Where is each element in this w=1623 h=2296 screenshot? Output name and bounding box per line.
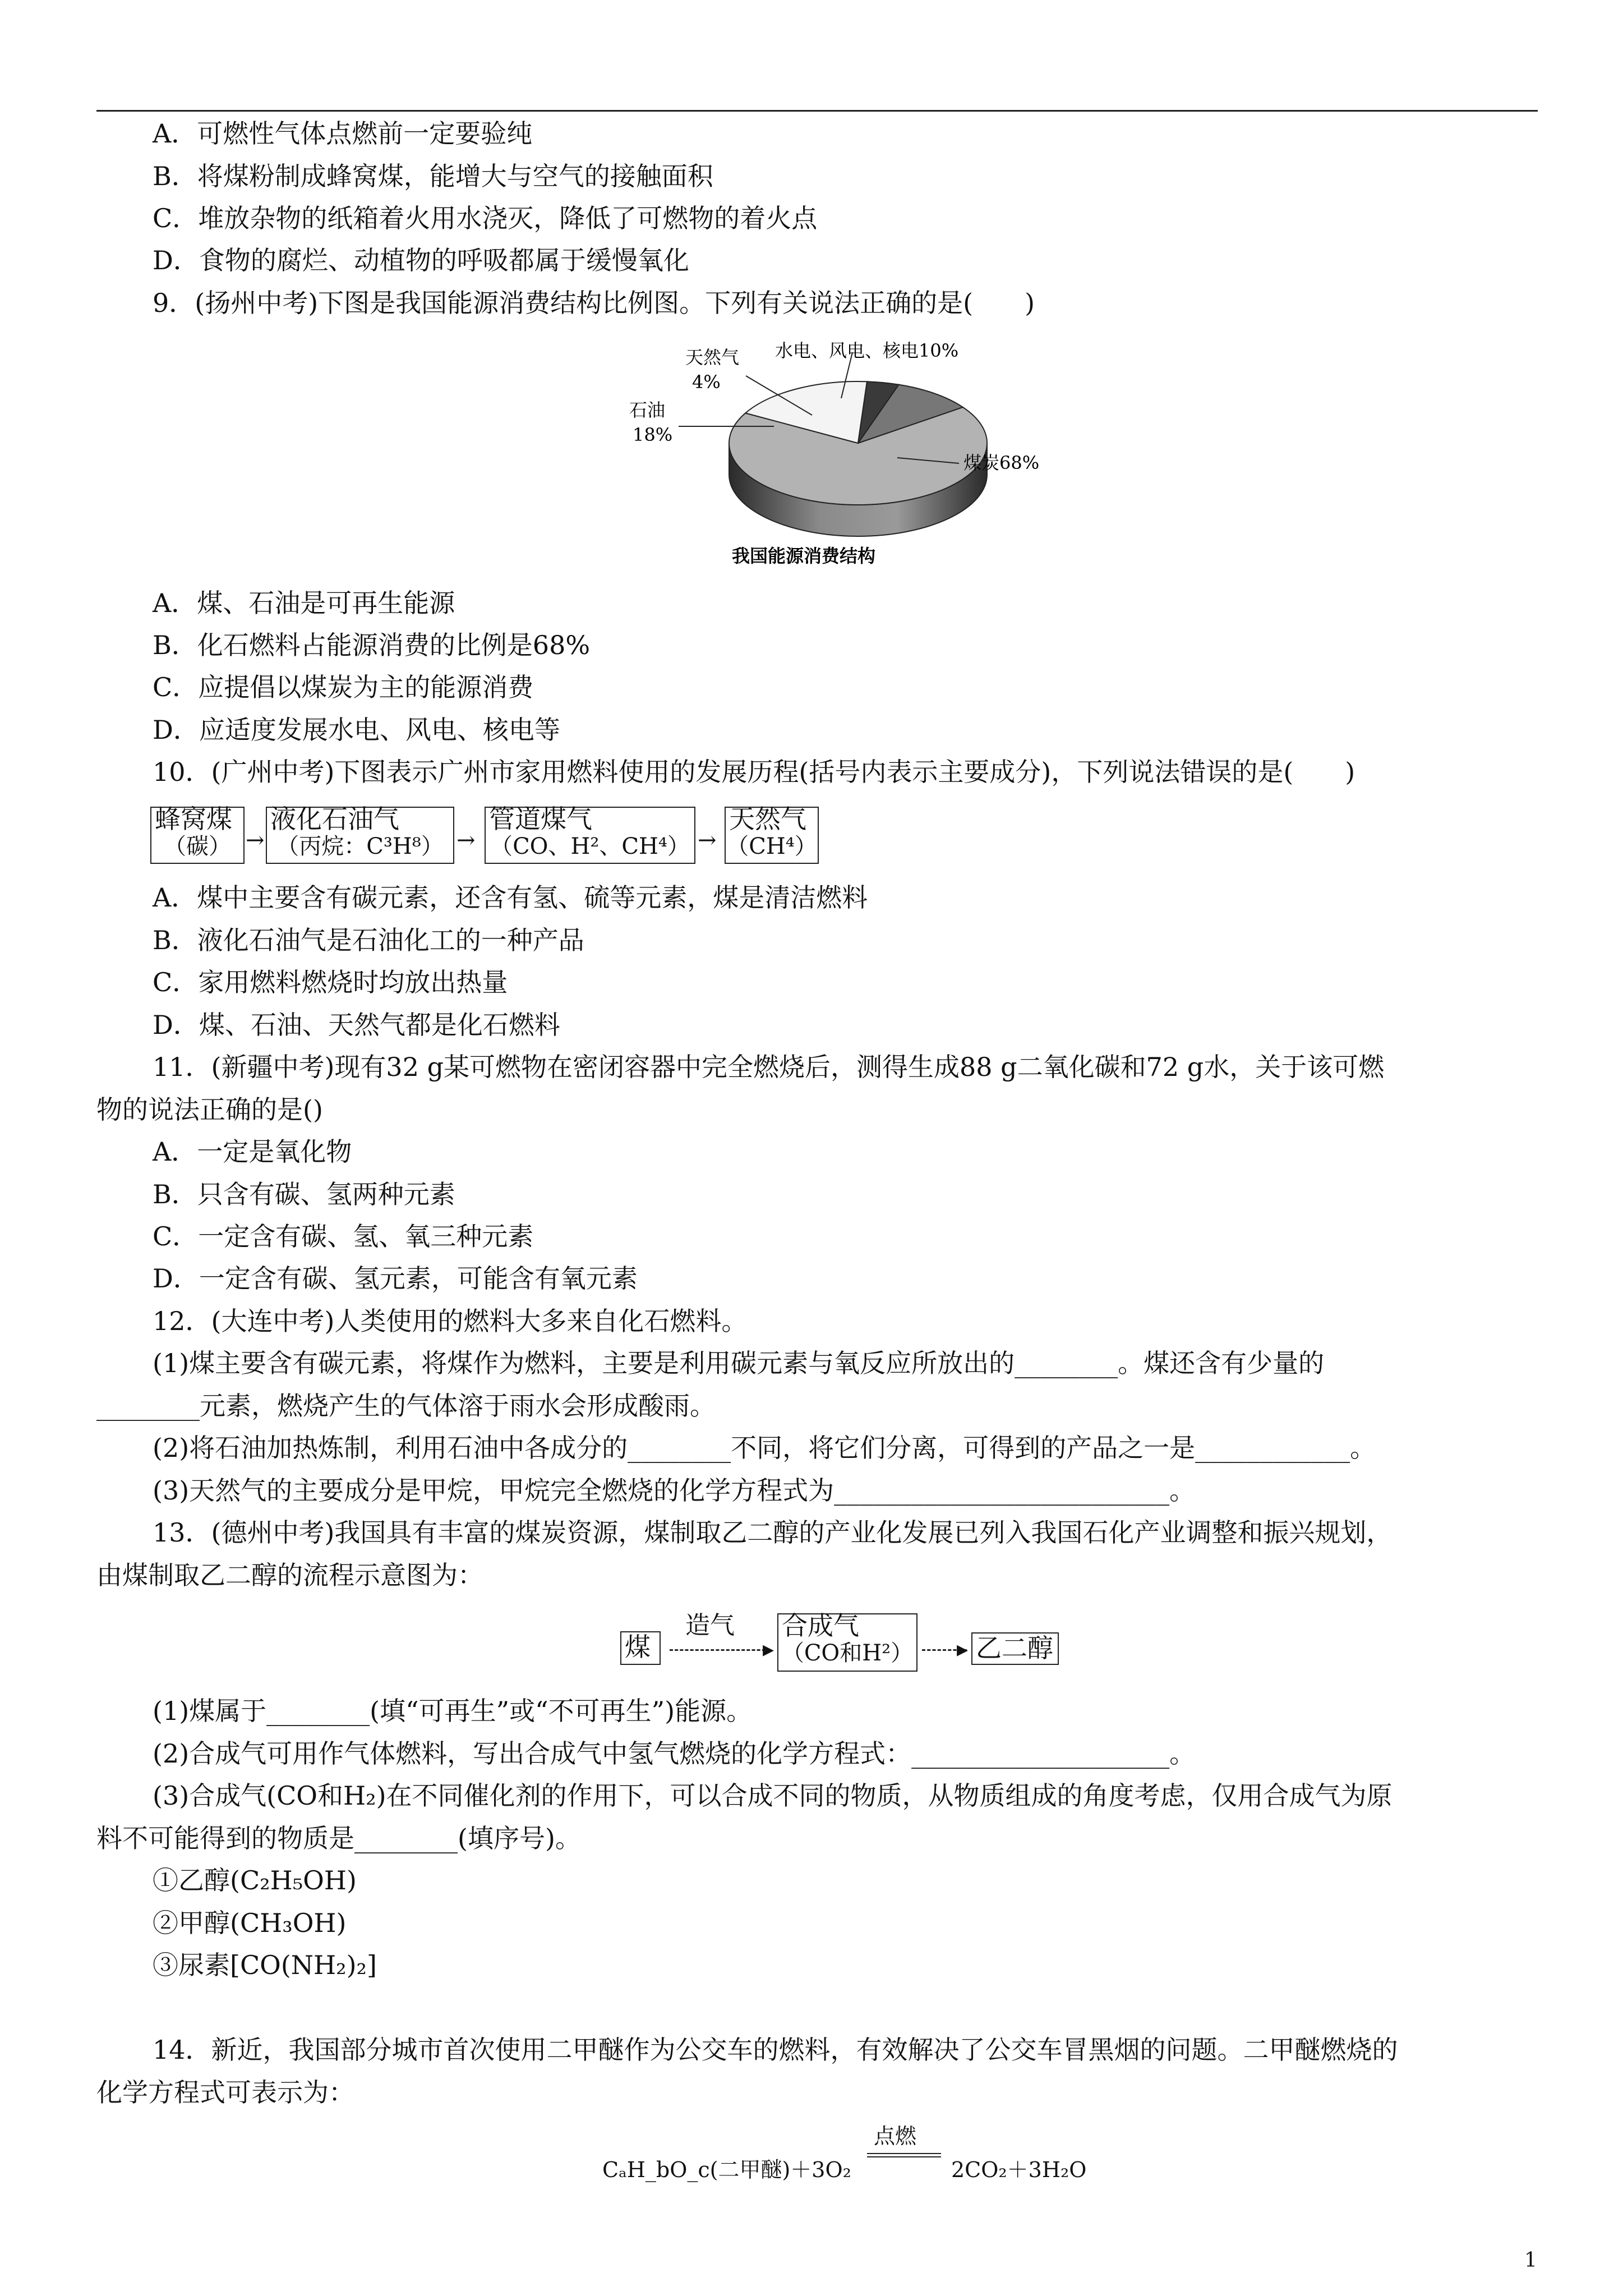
flow-name: 煤: [625, 1632, 651, 1662]
flow-arrow-icon: ▸: [763, 1636, 774, 1662]
page-number: 1: [1524, 2249, 1537, 2272]
q11-option-a: A．一定是氧化物: [153, 1137, 352, 1167]
label-coal: 煤炭68%: [963, 452, 1040, 473]
q8-option-c: C．堆放杂物的纸箱着火用水浇灭，降低了可燃物的着火点: [153, 203, 818, 233]
flow-arrow-icon: →: [246, 827, 265, 853]
q11-stem-line2: 物的说法正确的是(): [96, 1094, 323, 1125]
q8-option-d: D．食物的腐烂、动植物的呼吸都属于缓慢氧化: [153, 245, 689, 275]
q10-option-a: A．煤中主要含有碳元素，还含有氢、硫等元素，煤是清洁燃料: [153, 882, 868, 913]
flow-composition: （CH⁴）: [726, 834, 817, 859]
flow-name: 液化石油气: [270, 804, 399, 834]
q11-stem-line1: 11．(新疆中考)现有32 g某可燃物在密闭容器中完全燃烧后，测得生成88 g二氧化碳和72 g水，关于该可燃: [153, 1052, 1385, 1082]
q13-stem-line1: 13．(德州中考)我国具有丰富的煤炭资源，煤制取乙二醇的产业化发展已列入我国石化产业调整和振兴规划，: [153, 1517, 1393, 1548]
header-rule: [96, 110, 1538, 112]
equation-left: CₐH_bO_c(二甲醚)＋3O₂: [602, 2157, 851, 2182]
q9-option-a: A．煤、石油是可再生能源: [153, 588, 455, 618]
q9-option-c: C．应提倡以煤炭为主的能源消费: [153, 672, 534, 702]
flow-arrow-icon: →: [698, 827, 717, 853]
label-gas-value: 4%: [692, 371, 721, 393]
q13-option-2: ②甲醇(CH₃OH): [153, 1908, 347, 1938]
q8-option-b: B．将煤粉制成蜂窝煤，能增大与空气的接触面积: [153, 161, 713, 191]
label-gas-name: 天然气: [685, 347, 740, 368]
label-hydro: 水电、风电、核电10%: [775, 340, 959, 361]
label-oil-value: 18%: [633, 424, 673, 445]
flow-name: 天然气: [729, 804, 806, 834]
flow-name: 蜂窝煤: [155, 804, 232, 834]
flow-box-lpg: [266, 804, 454, 864]
q13-part2: (2)合成气可用作气体燃料，写出合成气中氢气燃烧的化学方程式：____________________。: [153, 1738, 1196, 1769]
q14-stem-line1: 14．新近，我国部分城市首次使用二甲醚作为公交车的燃料，有效解决了公交车冒黑烟的问题。二甲醚燃烧的: [153, 2035, 1398, 2065]
q13-part1: (1)煤属于________(填“可再生”或“不可再生”)能源。: [153, 1696, 753, 1726]
q12-part1-line2: ________元素，燃烧产生的气体溶于雨水会形成酸雨。: [96, 1391, 716, 1421]
q10-option-d: D．煤、石油、天然气都是化石燃料: [153, 1010, 560, 1040]
q12-stem: 12．(大连中考)人类使用的燃料大多来自化石燃料。: [153, 1306, 748, 1336]
q9-option-d: D．应适度发展水电、风电、核电等: [153, 715, 560, 745]
flow-name: 乙二醇: [976, 1633, 1053, 1663]
flow-dashed-arrow: [670, 1649, 771, 1651]
chart-title: 我国能源消费结构: [732, 545, 876, 567]
q13-part3-line1: (3)合成气(CO和H₂)在不同催化剂的作用下，可以合成不同的物质，从物质组成的角度考虑，仅用合成气为原: [153, 1780, 1393, 1811]
q13-option-3: ③尿素[CO(NH₂)₂]: [153, 1950, 377, 1980]
q11-option-b: B．只含有碳、氢两种元素: [153, 1179, 455, 1209]
flow-step-label: 造气: [685, 1611, 735, 1640]
equation-equals-sign: [867, 2153, 941, 2157]
flow-box-honeycomb-coal: [150, 804, 245, 864]
flow-box-glycol: [971, 1632, 1059, 1665]
flow-arrow-icon: →: [457, 827, 476, 853]
flow-arrow-icon: ▸: [957, 1636, 969, 1662]
q13-part3-line2: 料不可能得到的物质是________(填序号)。: [96, 1823, 581, 1853]
q14-stem-line2: 化学方程式可表示为：: [96, 2077, 354, 2108]
q11-option-c: C．一定含有碳、氢、氧三种元素: [153, 1221, 534, 1251]
q10-option-b: B．液化石油气是石油化工的一种产品: [153, 925, 584, 955]
q12-part1-line1: (1)煤主要含有碳元素，将煤作为燃料，主要是利用碳元素与氧反应所放出的________。煤还含有少量的: [153, 1348, 1325, 1378]
energy-pie-chart: [606, 331, 1110, 572]
flow-name: 合成气: [782, 1611, 859, 1641]
equation-right: 2CO₂＋3H₂O: [951, 2157, 1087, 2182]
flow-composition: （碳）: [164, 834, 231, 859]
q13-stem-line2: 由煤制取乙二醇的流程示意图为：: [96, 1560, 483, 1590]
flow-box-coal: [620, 1631, 661, 1665]
flow-composition: （丙烷：C³H⁸）: [276, 834, 444, 859]
flow-composition: （CO和H²）: [781, 1640, 914, 1666]
label-oil-name: 石油: [629, 399, 666, 421]
flow-box-natural-gas: [725, 804, 819, 864]
equation-condition: 点燃: [874, 2124, 917, 2148]
q12-part2: (2)将石油加热炼制，利用石油中各成分的________不同，将它们分离，可得到的产品之一是____________。: [153, 1433, 1376, 1463]
q10-stem: 10．(广州中考)下图表示广州市家用燃料使用的发展历程(括号内表示主要成分)，下列说法错误的是( ): [153, 757, 1355, 787]
q11-option-d: D．一定含有碳、氢元素，可能含有氧元素: [153, 1263, 638, 1294]
flow-composition: （CO、H²、CH⁴）: [490, 834, 690, 859]
q13-option-1: ①乙醇(C₂H₅OH): [153, 1865, 357, 1895]
q12-part3: (3)天然气的主要成分是甲烷，甲烷完全燃烧的化学方程式为__________________________。: [153, 1475, 1196, 1506]
q9-stem: 9．(扬州中考)下图是我国能源消费结构比例图。下列有关说法正确的是( ): [153, 288, 1035, 318]
flow-box-syngas: [777, 1613, 917, 1672]
q8-option-a: A．可燃性气体点燃前一定要验纯: [153, 118, 533, 149]
q9-option-b: B．化石燃料占能源消费的比例是68%: [153, 630, 591, 660]
flow-name: 管道煤气: [489, 804, 592, 834]
q10-option-c: C．家用燃料燃烧时均放出热量: [153, 967, 508, 997]
flow-box-pipeline-gas: [485, 804, 695, 864]
